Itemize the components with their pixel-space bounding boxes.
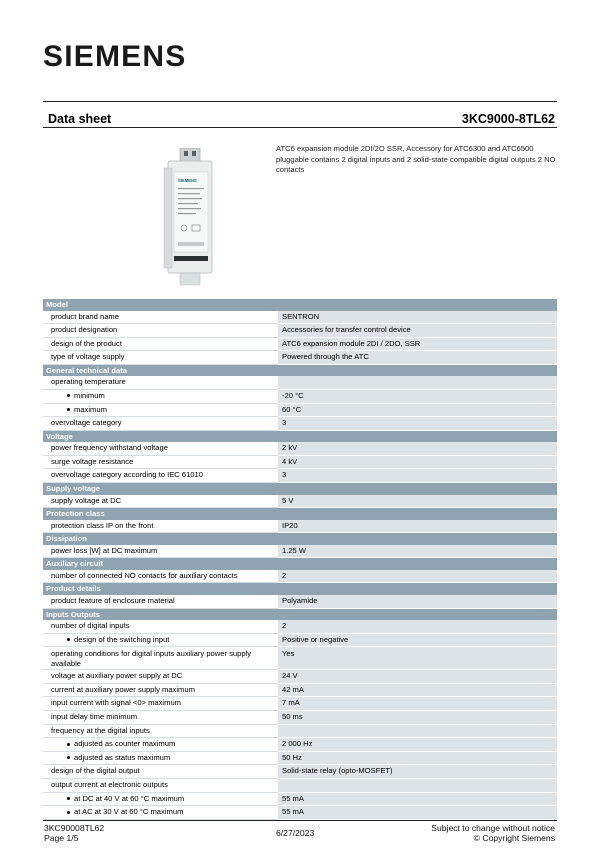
spec-label [43, 520, 278, 533]
spec-row [43, 620, 557, 633]
spec-label-text: output current at electronic outputs [51, 779, 168, 789]
spec-value: 55 mA [278, 792, 557, 806]
spec-row [43, 442, 557, 455]
product-code: 3KC9000-8TL62 [461, 112, 555, 126]
spec-label-text: voltage at auxiliary power supply at DC [51, 671, 183, 681]
spec-value: 4 kV [278, 455, 557, 469]
spec-label-text: adjusted as counter maximum [74, 739, 176, 749]
spec-row [43, 647, 557, 670]
spec-value: Positive or negative [278, 633, 557, 647]
spec-label-text: design of the switching input [74, 634, 170, 644]
spec-value: 3 [278, 469, 557, 483]
spec-label [43, 455, 278, 469]
bullet-icon [67, 756, 70, 759]
spec-row [43, 337, 557, 351]
spec-label-text: product brand name [51, 311, 119, 321]
spec-label-text: at AC at 30 V at 60 °C maximum [74, 807, 184, 817]
spec-label-text: number of digital inputs [51, 621, 130, 630]
footer-notice: Subject to change without notice [431, 823, 555, 833]
spec-table [43, 299, 557, 820]
spec-value [278, 376, 557, 389]
section-header [43, 364, 557, 376]
section-header [43, 299, 557, 311]
spec-value: 3 [278, 417, 557, 431]
spec-value: 2 [278, 570, 557, 583]
section-header [43, 608, 557, 620]
spec-row [43, 683, 557, 697]
spec-row [43, 311, 557, 324]
footer-date: 6/27/2023 [276, 828, 315, 838]
spec-label-text: overvoltage category according to IEC 61010 [51, 470, 203, 480]
spec-label [43, 647, 278, 670]
section-title: Auxiliary circuit [43, 558, 557, 570]
spec-value: 7 mA [278, 697, 557, 711]
spec-row [43, 765, 557, 779]
spec-label [43, 311, 278, 324]
siemens-logo: SIEMENS [43, 40, 187, 73]
spec-value: 2 000 Hz [278, 738, 557, 752]
spec-row [43, 633, 557, 647]
spec-value: 24 V [278, 670, 557, 684]
spec-label [43, 469, 278, 483]
spec-label-text: operating temperature [51, 377, 126, 387]
spec-label-text: at DC at 40 V at 60 °C maximum [74, 793, 185, 803]
spec-label [43, 495, 278, 508]
spec-value: 55 mA [278, 806, 557, 820]
spec-row [43, 670, 557, 684]
footer-copyright: © Copyright Siemens [473, 833, 555, 843]
spec-value: 2 kV [278, 442, 557, 455]
spec-label-text: minimum [74, 390, 105, 400]
spec-label [43, 545, 278, 558]
section-header [43, 508, 557, 520]
spec-label [43, 738, 278, 752]
spec-label-text: supply voltage at DC [51, 495, 122, 505]
spec-value: 60 °C [278, 403, 557, 417]
header-divider [43, 101, 557, 102]
section-title: Voltage [43, 430, 557, 442]
spec-row [43, 724, 557, 738]
spec-label [43, 389, 278, 403]
spec-row [43, 595, 557, 608]
spec-label-text: input delay time minimum [51, 711, 138, 721]
spec-value: SENTRON [278, 311, 557, 324]
spec-value: 50 Hz [278, 751, 557, 765]
spec-label [43, 697, 278, 711]
spec-label-text: design of the digital output [51, 766, 140, 776]
spec-row [43, 520, 557, 533]
spec-row [43, 324, 557, 338]
spec-label [43, 751, 278, 765]
spec-label [43, 570, 278, 583]
spec-label [43, 683, 278, 697]
spec-label-text: current at auxiliary power supply maximum [51, 684, 195, 694]
bullet-icon [67, 743, 70, 746]
spec-label [43, 765, 278, 779]
product-image [160, 148, 218, 288]
spec-value [278, 724, 557, 738]
section-title: Inputs Outputs [43, 608, 557, 620]
spec-row [43, 751, 557, 765]
spec-row [43, 778, 557, 792]
spec-label [43, 724, 278, 738]
spec-label-text: product designation [51, 325, 118, 335]
section-title: Dissipation [43, 533, 557, 545]
spec-value: ATC6 expansion module 2DI / 2DO, SSR [278, 337, 557, 351]
spec-row [43, 455, 557, 469]
spec-value: 2 [278, 620, 557, 633]
bullet-icon [67, 638, 70, 641]
spec-label [43, 351, 278, 365]
spec-label-text: number of connected NO contacts for auxiliary contacts [51, 570, 238, 580]
spec-label [43, 324, 278, 338]
spec-label [43, 417, 278, 431]
spec-label-text: product feature of enclosure material [51, 595, 175, 605]
spec-label-text: surge voltage resistance [51, 456, 134, 466]
spec-row [43, 570, 557, 583]
spec-label-text: protection class IP on the front [51, 520, 154, 530]
bullet-icon [67, 797, 70, 800]
bullet-icon [67, 394, 70, 397]
spec-row [43, 351, 557, 365]
spec-label-text: power loss [W] at DC maximum [51, 545, 158, 555]
spec-label-text: operating conditions for digital inputs auxiliary power supply available [51, 649, 252, 668]
spec-row [43, 806, 557, 820]
spec-value: Accessories for transfer control device [278, 324, 557, 338]
spec-label [43, 403, 278, 417]
section-title: Supply voltage [43, 483, 557, 495]
spec-label-text: maximum [74, 404, 107, 414]
spec-value: Solid-state relay (opto-MOSFET) [278, 765, 557, 779]
spec-label [43, 792, 278, 806]
spec-value: -20 °C [278, 389, 557, 403]
section-title: Product details [43, 583, 557, 595]
spec-row [43, 792, 557, 806]
spec-label [43, 620, 278, 633]
footer-code: 3KC90008TL62 [44, 823, 105, 833]
svg-text:SIEMENS: SIEMENS [178, 178, 197, 183]
spec-label-text: overvoltage category [51, 418, 122, 428]
spec-label-text: input current with signal <0> maximum [51, 698, 181, 708]
spec-row [43, 469, 557, 483]
spec-value: Polyamide [278, 595, 557, 608]
product-description: ATC6 expansion module 2DI/2O SSR, Accessory for ATC6300 and ATC6500 pluggable contains 2 digital inputs and 2 solid-state compatible digital outputs 2 NO contacts [276, 144, 556, 174]
spec-label [43, 442, 278, 455]
spec-row [43, 417, 557, 431]
spec-row [43, 376, 557, 389]
spec-row [43, 710, 557, 724]
spec-row [43, 697, 557, 711]
spec-value: 42 mA [278, 683, 557, 697]
spec-label [43, 633, 278, 647]
spec-value [278, 778, 557, 792]
footer-page: Page 1/5 [44, 833, 79, 843]
spec-row [43, 738, 557, 752]
doc-title: Data sheet [48, 112, 112, 126]
section-title: General technical data [43, 364, 557, 376]
spec-label [43, 670, 278, 684]
section-header [43, 533, 557, 545]
bullet-icon [67, 811, 70, 814]
spec-row [43, 403, 557, 417]
section-title: Protection class [43, 508, 557, 520]
spec-value: IP20 [278, 520, 557, 533]
footer-divider [43, 820, 557, 821]
spec-label-text: adjusted as status maximum [74, 752, 171, 762]
spec-value: Powered through the ATC [278, 351, 557, 365]
spec-label [43, 806, 278, 820]
section-header [43, 430, 557, 442]
spec-row [43, 495, 557, 508]
spec-value: 1.25 W [278, 545, 557, 558]
spec-value: 5 V [278, 495, 557, 508]
spec-label [43, 337, 278, 351]
spec-label [43, 376, 278, 389]
bullet-icon [67, 408, 70, 411]
spec-row [43, 545, 557, 558]
spec-value: 50 ms [278, 710, 557, 724]
spec-row [43, 389, 557, 403]
section-header [43, 483, 557, 495]
section-header [43, 583, 557, 595]
spec-label-text: type of voltage supply [51, 352, 125, 362]
section-title: Model [43, 299, 557, 311]
title-divider [43, 127, 557, 128]
spec-label [43, 595, 278, 608]
spec-label-text: frequency at the digital inputs [51, 725, 150, 735]
spec-value: Yes [278, 647, 557, 670]
spec-label [43, 778, 278, 792]
spec-label [43, 710, 278, 724]
spec-label-text: power frequency withstand voltage [51, 443, 168, 453]
section-header [43, 558, 557, 570]
spec-label-text: design of the product [51, 338, 122, 348]
